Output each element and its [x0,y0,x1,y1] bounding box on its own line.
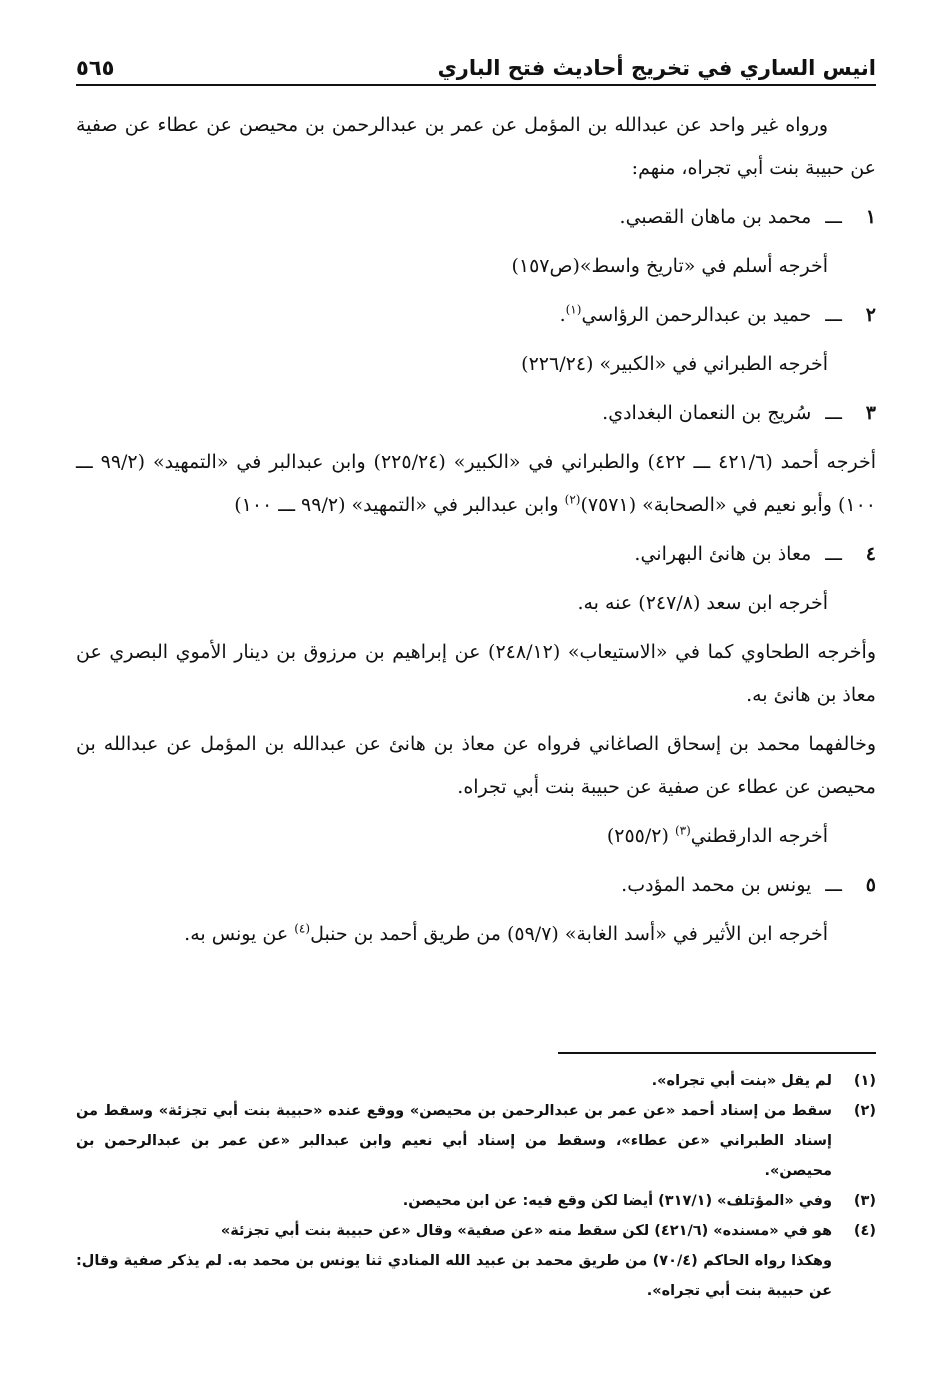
tahawi-paragraph: وأخرجه الطحاوي كما في «الاستيعاب» (٢٤٨/١٢) عن إبراهيم بن مرزوق بن دينار الأموي البصري عن معاذ بن هانئ به. [76,641,876,706]
item-dash: ـــ [825,206,842,228]
footnote-ref[interactable]: (٤) [294,921,311,936]
footnote-line: لم يقل «بنت أبي تجراه». [651,1073,832,1089]
footnote-text [76,1066,832,1096]
footnote-ref[interactable]: (٣) [674,823,691,838]
item-number: ٤ [865,543,876,565]
footnote-number: (٢) [853,1103,876,1119]
intro-paragraph: ورواه غير واحد عن عبدالله بن المؤمل عن عمر بن عبدالرحمن بن محيصن عن عطاء عن صفية عن حبيبة بنت أبي تجراه، منهم: [76,114,876,179]
footnote-line: وفي «المؤتلف» (٣١٧/١) أيضا لكن وقع فيه: عن ابن محيصن. [402,1193,832,1209]
item-number: ٢ [865,304,876,326]
footnote-2 [76,1096,876,1186]
list-item-5 [76,864,876,907]
footnote-number: (١) [853,1073,876,1089]
page-number: ٥٦٥ [76,56,115,80]
narrator-name: معاذ بن هانئ البهراني. [634,543,812,565]
text-segment: (٢٥٥/٢) [606,825,675,847]
list-item-3 [76,392,876,435]
footnote-number: (٤) [853,1223,876,1239]
running-title: انيس الساري في تخريج أحاديث فتح الباري [437,56,876,80]
source-line [76,913,876,956]
footnotes [76,1066,876,1306]
list-item-1 [76,196,876,239]
footnote-text [76,1096,832,1186]
footnote-text [76,1216,832,1306]
khalafa-paragraph: وخالفهما محمد بن إسحاق الصاغاني فرواه عن معاذ بن هانئ عن عبدالله بن المؤمل عن عبدالله بن محيصن عن عطاء عن صفية عن حبيبة بنت أبي تجراه. [76,733,876,798]
footnote-divider [558,1052,876,1054]
text-segment: وابن عبدالبر في «التمهيد» (٩٩/٢ ـــ ١٠٠) [234,494,565,516]
item-number: ٥ [865,874,876,896]
item-dash: ـــ [825,304,842,326]
item-number: ١ [865,206,876,228]
narrator-name: يونس بن محمد المؤدب. [621,874,812,896]
list-item-4 [76,533,876,576]
item-dash: ـــ [825,874,842,896]
footnote-number: (٣) [853,1193,876,1209]
source-line: أخرجه الطبراني في «الكبير» (٢٢٦/٢٤) [521,353,828,375]
footnote-ref[interactable]: (١) [565,302,582,317]
text-segment: أخرجه أحمد (٤٢١/٦ ـــ ٤٢٢) والطبراني في «الكبير» (٢٢٥/٢٤) وابن عبدالبر في «التمهيد» (٩٩/٢ ـــ ١٠٠) وأبو نعيم في «الصحابة» (٧٥٧١) [76,451,876,516]
item-dash: ـــ [825,402,842,424]
source-line: أخرجه ابن سعد (٢٤٧/٨) عنه به. [577,592,828,614]
narrator-name: سُريج بن النعمان البغدادي. [602,402,812,424]
footnote-3 [76,1186,876,1216]
item-number: ٣ [865,402,876,424]
main-text [76,104,876,962]
footnote-line: هو في «مسنده» (٤٢١/٦) لكن سقط منه «عن صفية» وقال «عن حبيبة بنت أبي تجزئة» [220,1223,832,1239]
source-line: أخرجه أسلم في «تاريخ واسط»(ص١٥٧) [511,255,828,277]
text-segment: أخرجه ابن الأثير في «أسد الغابة» (٥٩/٧) من طريق أحمد بن حنبل [310,923,828,945]
footnote-1 [76,1066,876,1096]
narrator-name: محمد بن ماهان القصبي. [619,206,812,228]
footnote-ref[interactable]: (٢) [564,492,581,507]
footnote-line: سقط من إسناد أحمد «عن عمر بن عبدالرحمن بن محيصن» ووقع عنده «حبيبة بنت أبي تجزئة» وسقط من إسناد الطبراني «عن عطاء»، وسقط من إسناد أبي نعيم وابن عبدالبر «عن عمر بن عبدالرحمن بن محيصن». [76,1103,832,1179]
footnote-line: وهكذا رواه الحاكم (٧٠/٤) من طريق محمد بن عبيد الله المنادي ثنا يونس بن محمد به. لم يذكر صفية وقال: عن حبيبة بنت أبي تجراه». [76,1253,832,1299]
list-item-2 [76,294,876,337]
daraqutni-line [76,815,876,858]
narrator-name: حميد بن عبدالرحمن الرؤاسي [581,304,812,326]
punctuation: . [559,304,566,326]
text-segment: أخرجه الدارقطني [690,825,828,847]
item-dash: ـــ [825,543,842,565]
running-header [76,44,876,86]
item3-sources-paragraph [76,441,876,527]
text-segment: عن يونس به. [184,923,295,945]
footnote-text [76,1186,832,1216]
footnote-4 [76,1216,876,1306]
